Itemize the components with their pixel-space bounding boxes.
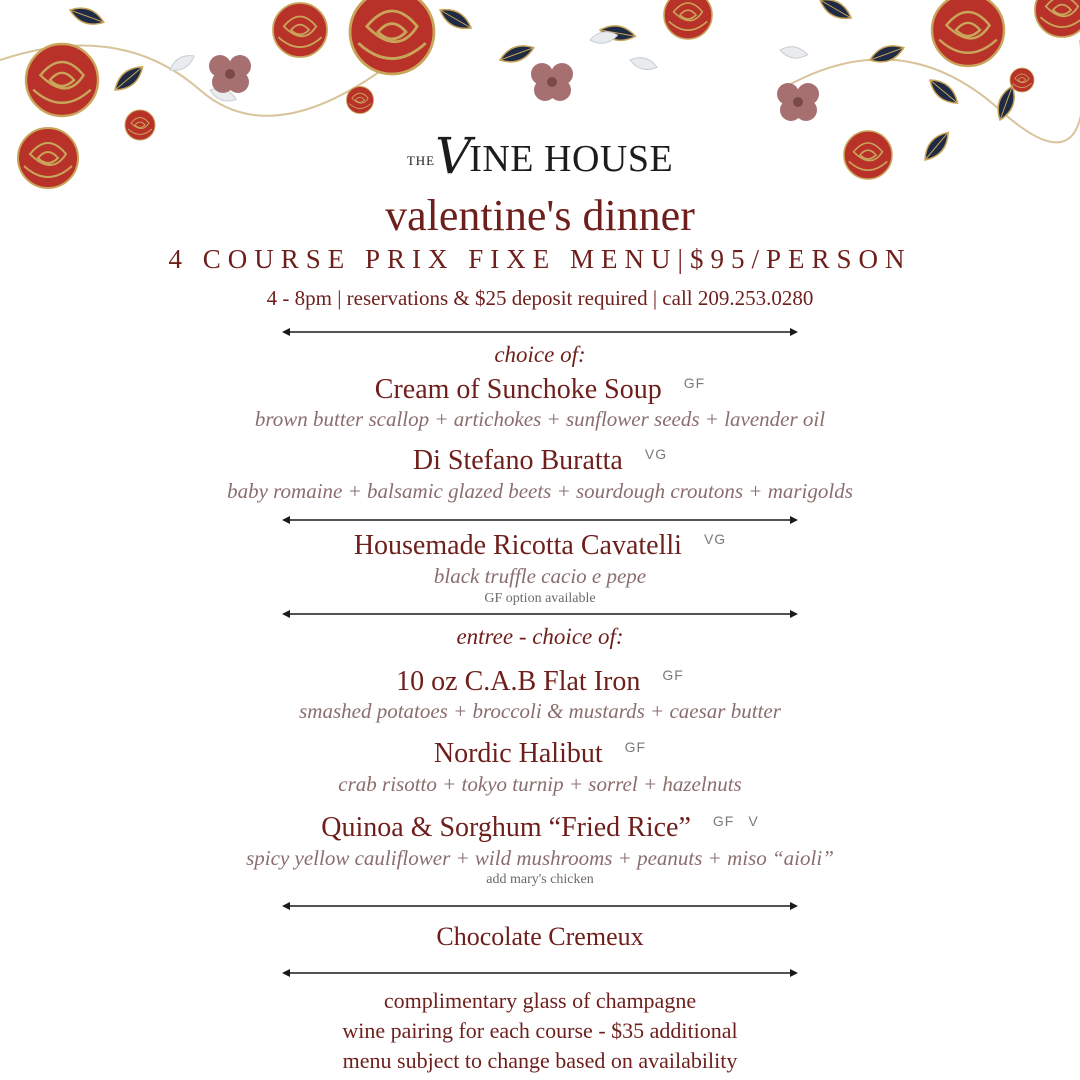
- divider: [282, 609, 798, 619]
- dietary-tag: GF: [662, 667, 684, 683]
- dish-description: black truffle cacio e pepe: [433, 564, 647, 588]
- divider: [282, 327, 798, 337]
- dietary-tag: GF: [683, 375, 706, 391]
- dietary-tag: VG: [703, 531, 727, 547]
- dish-name-text: 10 oz C.A.B Flat Iron: [396, 666, 641, 697]
- logo-the: THE: [406, 153, 436, 168]
- menu-subtitle: 4 COURSE PRIX FIXE MENU|$95/PERSON: [168, 244, 912, 274]
- dish-name: [0, 737, 1080, 774]
- dish-note: GF option available: [484, 591, 596, 606]
- dish-name: [0, 811, 1080, 848]
- footer-line: wine pairing for each course - $35 additional: [342, 1018, 738, 1043]
- divider: [282, 515, 798, 525]
- dish-description: brown butter scallop + artichokes + sunflower seeds + lavender oil: [254, 407, 826, 431]
- restaurant-logo: [0, 127, 1080, 185]
- dish-name-text: Cream of Sunchoke Soup: [374, 374, 662, 405]
- dish-description: crab risotto + tokyo turnip + sorrel + hazelnuts: [338, 772, 742, 796]
- logo-name: INE HOUSE: [469, 138, 674, 180]
- menu-title: valentine's dinner: [385, 191, 695, 240]
- dish-name-text: Di Stefano Buratta: [412, 445, 623, 476]
- dish-name-text: Quinoa & Sorghum “Fried Rice”: [321, 812, 691, 843]
- footer-line: complimentary glass of champagne: [383, 988, 697, 1013]
- dish-name-text: Nordic Halibut: [433, 738, 603, 769]
- dish-name-text: Housemade Ricotta Cavatelli: [353, 530, 682, 561]
- course1-heading: choice of:: [494, 342, 586, 367]
- reservation-info: 4 - 8pm | reservations & $25 deposit required | call 209.253.0280: [266, 286, 814, 310]
- dietary-tag: V: [748, 813, 759, 829]
- dish-name: [0, 529, 1080, 566]
- dietary-tag: GF: [712, 813, 735, 829]
- dish-description: baby romaine + balsamic glazed beets + sourdough croutons + marigolds: [227, 479, 853, 503]
- dish-description: spicy yellow cauliflower + wild mushrooms + peanuts + miso “aioli”: [246, 846, 834, 870]
- footer-line: menu subject to change based on availability: [342, 1048, 738, 1073]
- dietary-tag: GF: [624, 739, 647, 755]
- dish-note: add mary's chicken: [486, 872, 594, 887]
- dish-name: [0, 444, 1080, 481]
- logo-v: V: [435, 127, 472, 185]
- dish-description: smashed potatoes + broccoli & mustards + caesar butter: [299, 699, 781, 723]
- divider: [282, 901, 798, 911]
- course3-heading: entree - choice of:: [456, 624, 624, 649]
- divider: [282, 968, 798, 978]
- dietary-tag: VG: [644, 446, 668, 462]
- dessert-name: Chocolate Cremeux: [436, 922, 644, 951]
